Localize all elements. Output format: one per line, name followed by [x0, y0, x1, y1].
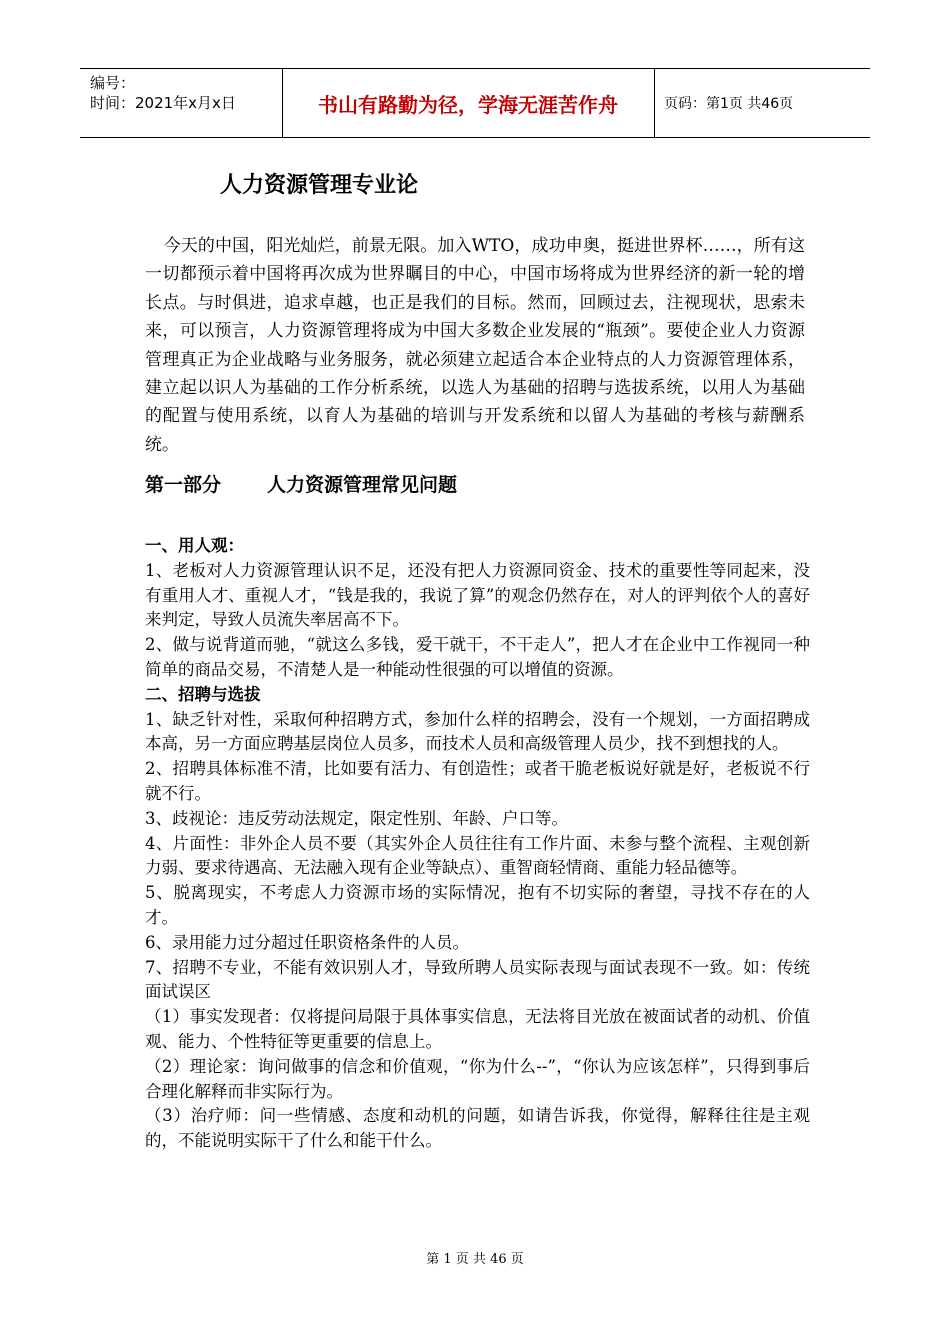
- document-title: 人力资源管理专业论: [220, 173, 419, 198]
- intro-section: [145, 232, 805, 459]
- header-meta: [90, 73, 236, 113]
- list-item: 1、老板对人力资源管理认识不足，还没有把人力资源同资金、技术的重要性等同起来，没有重用人才、重视人才，“钱是我的，我说了算”的观念仍然存在，对人的评判依个人的喜好来判定，导致人员流失率居高不下。: [145, 560, 810, 630]
- list-item: 7、招聘不专业，不能有效识别人才，导致所聘人员实际表现与面试表现不一致。如：传统面试误区: [145, 957, 810, 1002]
- part-label: 第一部分: [145, 474, 222, 496]
- part-title: 人力资源管理常见问题: [267, 474, 458, 496]
- list-item: 2、招聘具体标准不清，比如要有活力、有创造性；或者干脆老板说好就是好，老板说不行就不行。: [145, 759, 810, 803]
- part-heading: [145, 470, 457, 497]
- list-item: （3）治疗师：问一些情感、态度和动机的问题，如请告诉我，你觉得，解释往往是主观的，不能说明实际干了什么和能干什么。: [145, 1106, 810, 1151]
- list-item: 3、歧视论：违反劳动法规定，限定性别、年龄、户口等。: [145, 808, 568, 828]
- list-item: 6、录用能力过分超过任职资格条件的人员。: [145, 932, 469, 952]
- section-heading: 一、用人观：: [145, 536, 244, 555]
- list-item: （2）理论家：询问做事的信念和价值观，“你为什么--”，“你认为应该怎样”，只得到事后合理化解释而非实际行为。: [145, 1056, 810, 1101]
- page-footer: 第 1 页 共 46 页: [426, 1252, 524, 1267]
- document-body: [145, 534, 810, 1154]
- header-page-label: 页码：第1页 共46页: [664, 96, 794, 112]
- list-item: 1、缺乏针对性，采取何种招聘方式，参加什么样的招聘会，没有一个规划，一方面招聘成本高，另一方面应聘基层岗位人员多，而技术人员和高级管理人员少，找不到想找的人。: [145, 709, 810, 754]
- list-item: 4、片面性：非外企人员不要（其实外企人员往往有工作片面、未参与整个流程、主观创新力弱、要求待遇高、无法融入现有企业等缺点）、重智商轻情商、重能力轻品德等。: [145, 833, 810, 878]
- header-motto: 书山有路勤为径，学海无涯苦作舟: [318, 92, 618, 117]
- list-item: 2、做与说背道而驰，“就这么多钱，爱干就干，不干走人”，把人才在企业中工作视同一种简单的商品交易，不清楚人是一种能动性很强的可以增值的资源。: [145, 635, 810, 679]
- document-header: [80, 68, 870, 138]
- header-number-label: 编号：: [90, 74, 136, 92]
- header-divider: [654, 69, 655, 137]
- list-item: （1）事实发现者：仅将提问局限于具体事实信息，无法将目光放在被面试者的动机、价值观、能力、个性特征等更重要的信息上。: [145, 1007, 810, 1051]
- intro-paragraph: 今天的中国，阳光灿烂，前景无限。加入WTO，成功申奥，挺进世界杯……，所有这一切都预示着中国将再次成为世界瞩目的中心，中国市场将成为世界经济的新一轮的增长点。与时俱进，追求卓越，也正是我们的目标。然而，回顾过去，注视现状，思索未来，可以预言，人力资源管理将成为中国大多数企业发展的“瓶颈”。要使企业人力资源管理真正为企业战略与业务服务，就必须建立起适合本企业特点的人力资源管理体系，建立起以识人为基础的工作分析系统，以选人为基础的招聘与选拔系统，以用人为基础的配置与使用系统，以育人为基础的培训与开发系统和以留人为基础的考核与薪酬系统。: [145, 236, 805, 455]
- header-time-label: 时间：2021年x月x日: [90, 94, 236, 112]
- list-item: 5、脱离现实，不考虑人力资源市场的实际情况，抱有不切实际的奢望，寻找不存在的人才。: [145, 883, 810, 927]
- section-heading: 二、招聘与选拔: [145, 684, 261, 704]
